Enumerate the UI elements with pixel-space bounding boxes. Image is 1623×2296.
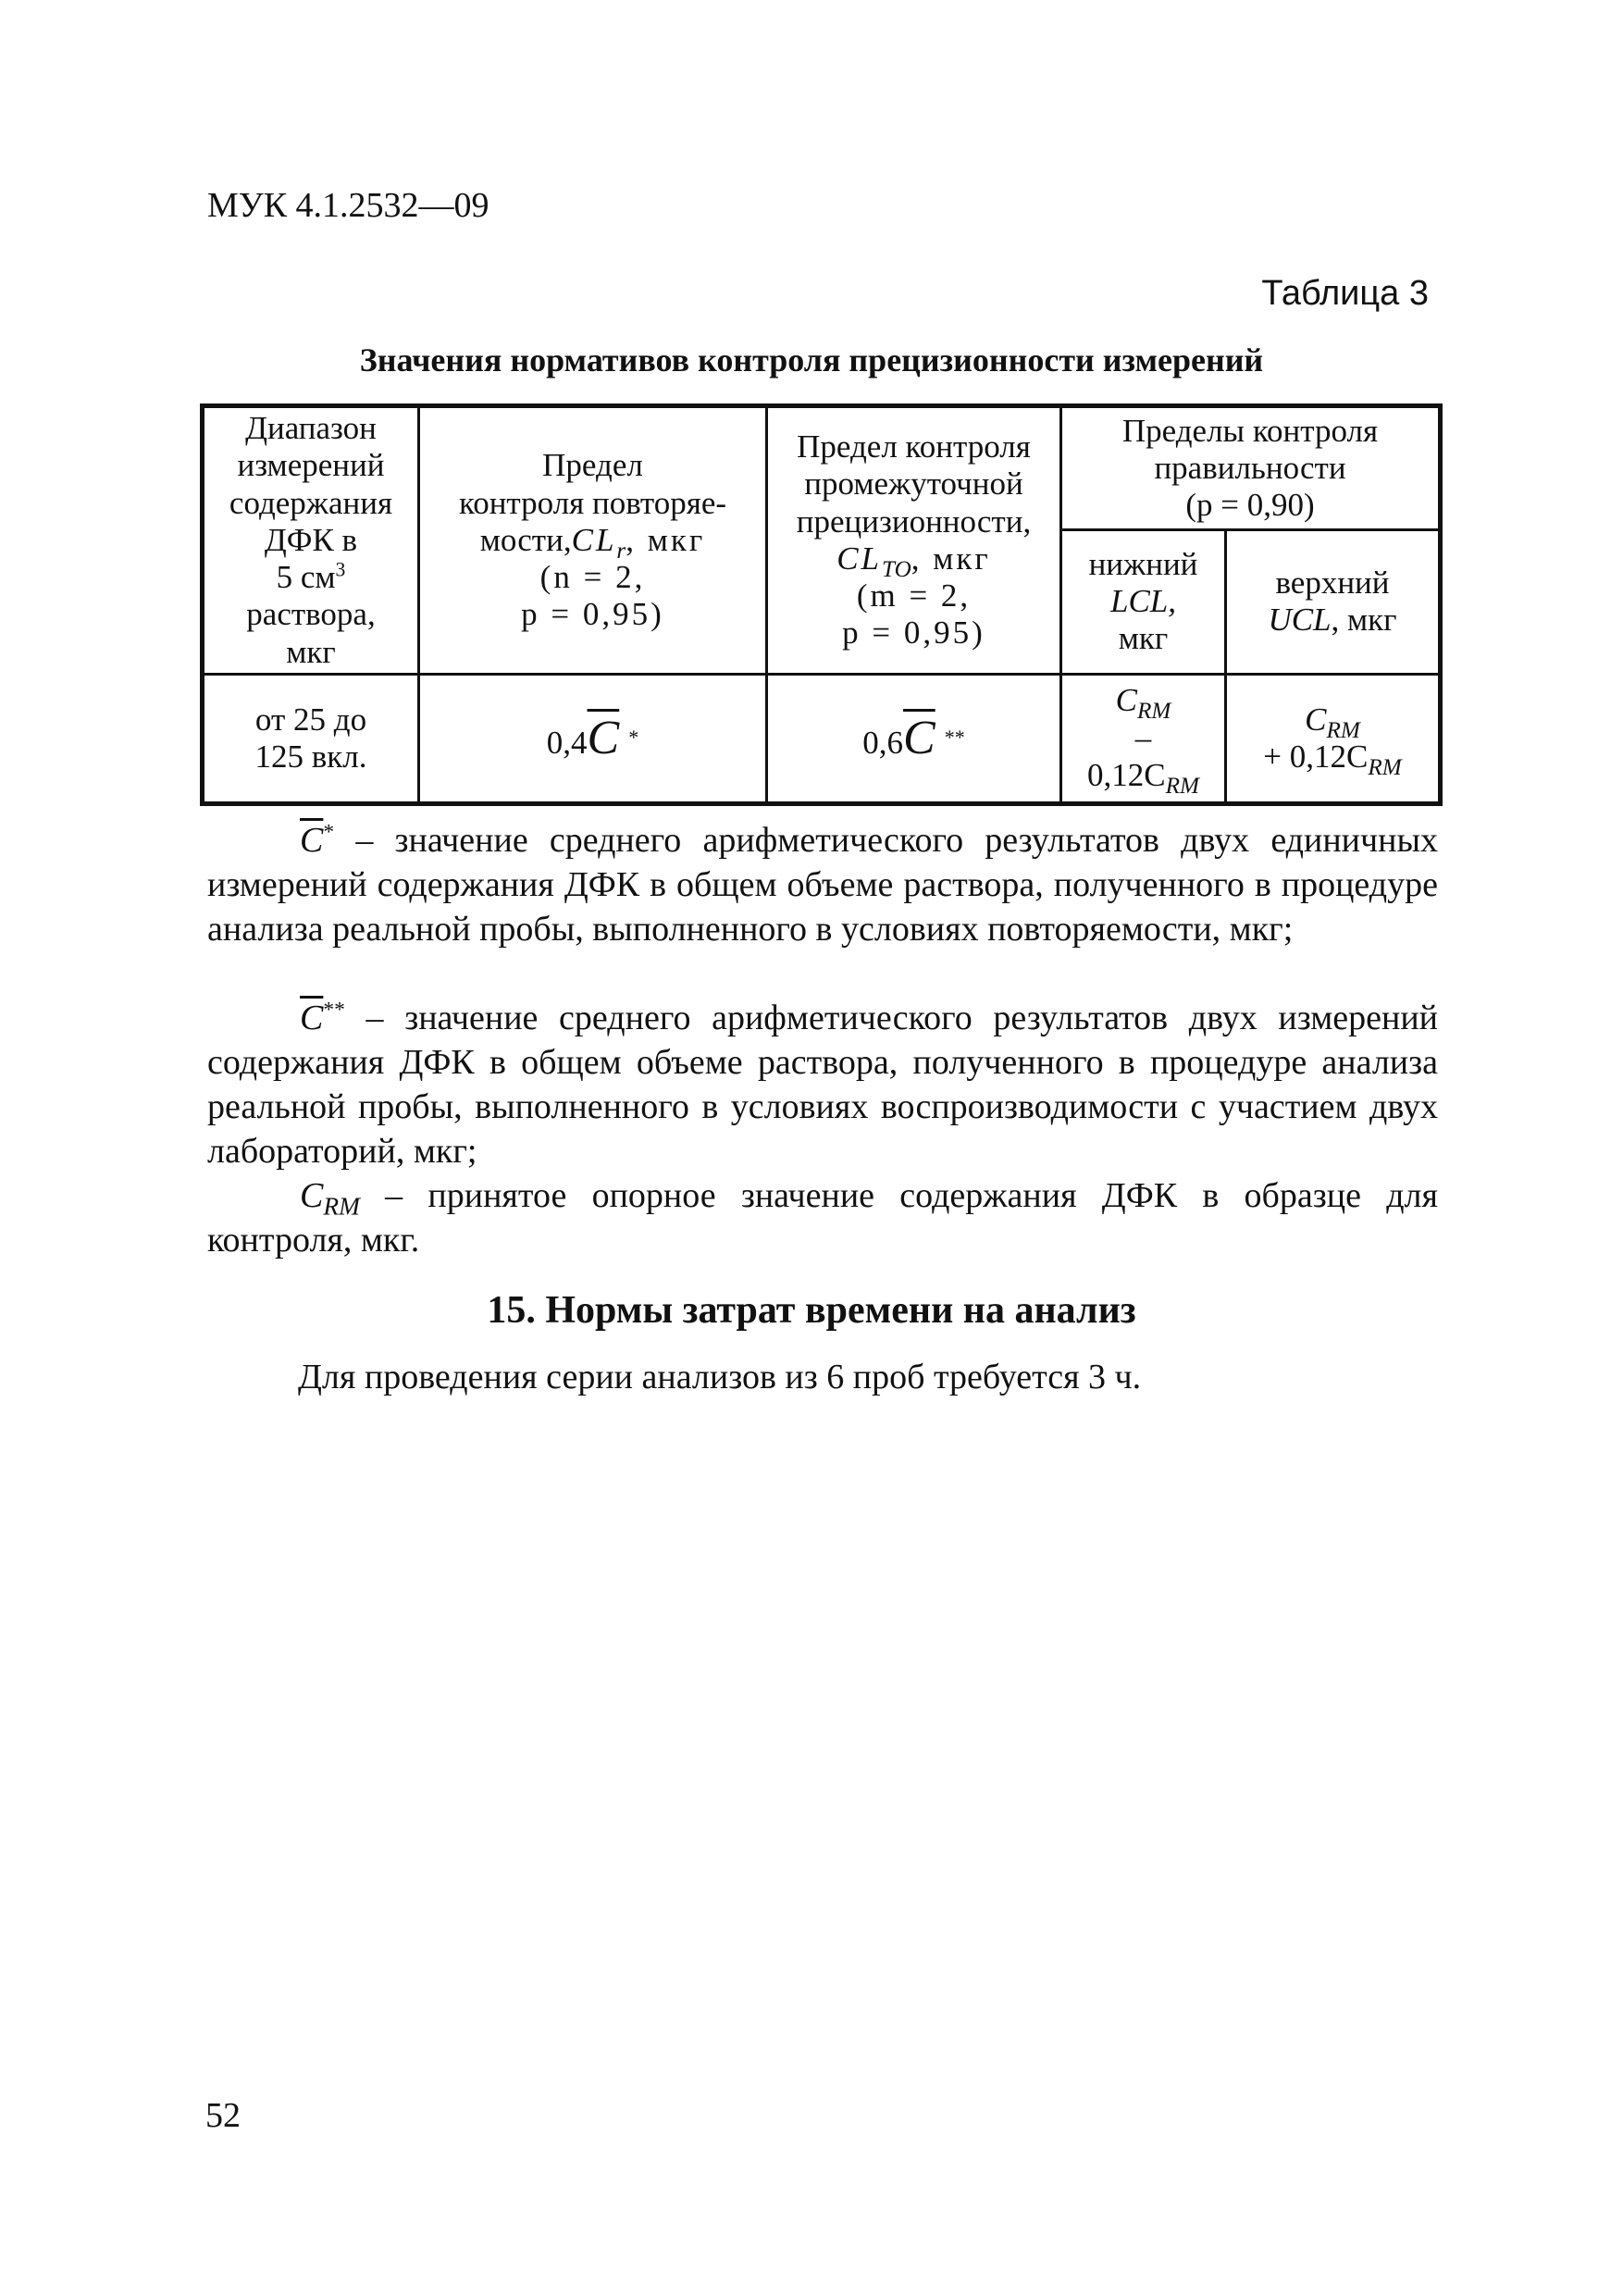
cell-intermediate-value: $0,6\overline{C}$ ** [767,674,1061,803]
section-heading: 15. Нормы затрат времени на анализ [487,1289,1136,1332]
legend-item-repeatability-mean: $\overline{C}^*$ – значение среднего арифметического результатов двух единичных измерений содержания ДФК в общем объеме раствора, полученного в процедуре анализа реальной пробы, выполненного в условиях повторяемости, мкг; [207,820,1438,949]
section-text: Для проведения серии анализов из 6 проб требуется 3 ч. [298,1358,1142,1396]
header-cell-range: Диапазон измерений содержания ДФК в 5 $см^3$ раствора, мкг [203,406,419,675]
cell-range-value: от 25 до 125 вкл. [203,674,419,803]
header-cell-lower-limit: нижний LCL, мкг [1061,529,1226,674]
cell-repeatability-value: $0,4\overline{C}$ * [419,674,767,803]
legend-item-reproducibility-mean: $\overline{C}^{**}$ – значение среднего арифметического результатов двух измерений содержания ДФК в общем объеме раствора, полученного в процедуре анализа реальной пробы, выполненного в условиях воспроизводимости с участием двух лабораторий, мкг; [207,998,1438,1171]
cell-lcl-value: $C_{RM}$ – $0,12C_{RM}$ [1061,674,1226,803]
table-number-label: Таблица 3 [1261,274,1429,313]
document-code: МУК 4.1.2532—09 [207,186,489,225]
header-cell-intermediate-precision-limit: Предел контроля промежуточной прецизионности, $CL_{TO}$, мкг (m = 2, p = 0,95) [767,406,1061,675]
precision-norms-table [200,403,1443,806]
page-number: 52 [205,2096,241,2135]
header-cell-repeatability-limit: Предел контроля повторяе- $мости,CL_r$, мкг (n = 2, p = 0,95) [419,406,767,675]
table-title: Значения нормативов контроля прецизионности измерений [359,341,1264,379]
header-cell-upper-limit: верхний UCL, мкг [1226,529,1441,674]
header-cell-trueness-limits: Пределы контроля правильности (p = 0,90) [1061,406,1441,530]
cell-ucl-value: $C_{RM}$ + $0,12C_{RM}$ [1226,674,1441,803]
legend-item-reference-value: $C_{RM}$ – принятое опорное значение содержания ДФК в образце для контроля, мкг. [207,1176,1438,1260]
